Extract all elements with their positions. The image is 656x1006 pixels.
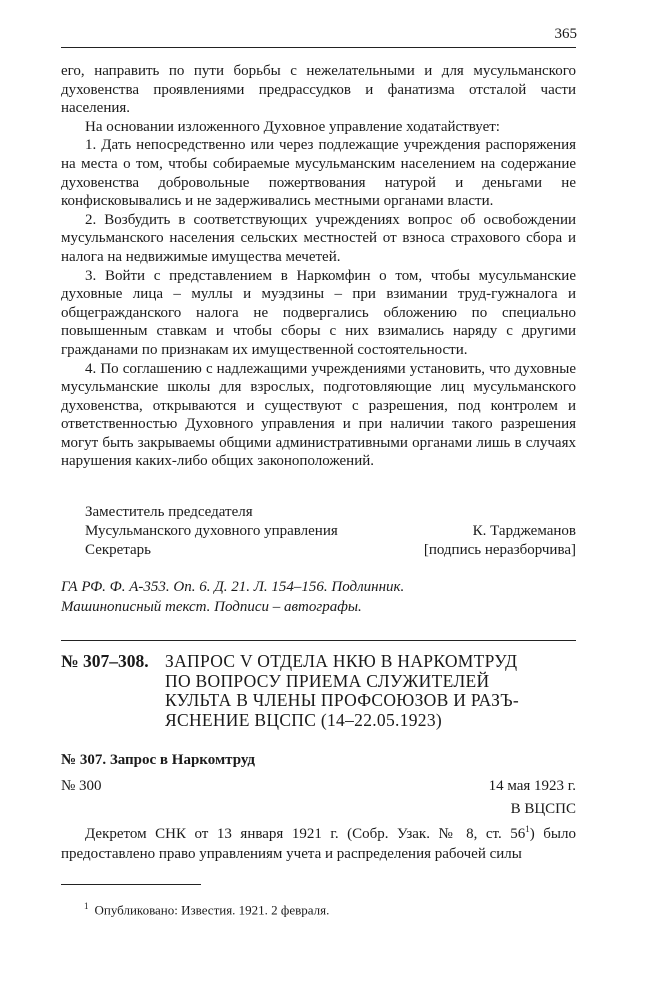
decree-text-start: Декретом СНК от 13 января 1921 г. (Собр. Узак. № 8, ст. 56 — [85, 826, 526, 842]
signature-row-chairman — [85, 522, 576, 541]
signature-block — [85, 503, 576, 560]
footnote-text: Опубликовано: Известия. 1921. 2 февраля. — [94, 902, 330, 918]
document-number-range: № 307–308. — [61, 651, 149, 671]
archival-source-line-1: ГА РФ. Ф. А-353. Оп. 6. Д. 21. Л. 154–156. Подлинник. — [61, 579, 405, 595]
paragraph-item-4: 4. По соглашению с надлежащими учреждениями установить, что духовные мусульманские школы для взрослых, подготовляющие лиц мусульманского духовенства, открываются и существуют с разрешения, под контролем и ответственностью Духовного управления и при наличии такого разрешения могут быть закрываемы общими административными органами лишь в случаях нарушения каких-либо общих законоположений. — [61, 360, 576, 470]
section-rule — [61, 640, 576, 641]
document-title-line: ЗАПРОС V ОТДЕЛА НКЮ В НАРКОМТРУД — [165, 651, 518, 671]
document-title-line: ЯСНЕНИЕ ВЦСПС (14–22.05.1923) — [165, 709, 443, 730]
footnote-rule — [61, 884, 201, 885]
footnote — [84, 901, 329, 918]
document-recipient: В ВЦСПС — [510, 801, 576, 817]
paragraph-continuation: его, направить по пути борьбы с нежелательными и для мусульманского духовенства проявлениями предрассудков и фанатизма отсталой части населения. — [61, 63, 576, 117]
document-date: 14 мая 1923 г. — [488, 778, 576, 794]
signature-row-secretary — [85, 541, 576, 560]
document-title — [165, 652, 585, 730]
archival-source — [61, 577, 576, 617]
signature-secretary-label: Секретарь — [85, 542, 152, 558]
outgoing-number: № 300 — [61, 778, 102, 794]
paragraph-item-3: 3. Войти с представлением в Наркомфин о том, чтобы мусульманские духовные лица – муллы и муэдзины – при взимании труд-гужналога и общегражданского налога не подвергались обложению по специально повышенным ставкам и чтобы сборы с них взимались наряду с другими гражданами по признакам их имущественной состоятельности. — [61, 267, 576, 358]
footnote-reference: 1 — [525, 824, 530, 834]
signature-organization: Мусульманского духовного управления — [85, 523, 338, 539]
body-text — [61, 62, 576, 471]
signature-name: К. Тарджеманов — [472, 523, 576, 539]
document-title-line: ПО ВОПРОСУ ПРИЕМА СЛУЖИТЕЛЕЙ — [165, 670, 490, 691]
paragraph-petition-intro: На основании изложенного Духовное управление ходатайствует: — [85, 118, 500, 135]
paragraph-item-2: 2. Возбудить в соответствующих учреждениях вопрос об освобождении мусульманского населения сельских местностей от взноса страхового сбора и налога на недвижимые имущества мечетей. — [61, 211, 576, 265]
decree-paragraph — [61, 824, 576, 864]
header-rule — [61, 47, 576, 48]
decree-text — [61, 824, 576, 864]
signature-position-line: Заместитель председателя — [85, 504, 253, 520]
signature-secretary-note: [подпись неразборчива] — [423, 542, 576, 558]
document-title-line: КУЛЬТА В ЧЛЕНЫ ПРОФСОЮЗОВ И РАЗЪ- — [165, 690, 519, 710]
sub-document-heading: № 307. Запрос в Наркомтруд — [61, 752, 256, 768]
page-number: 365 — [554, 26, 577, 42]
decree-text-end: ) было предоставлено право управлениям учета и распределения рабочей силы — [61, 826, 576, 862]
footnote-marker: 1 — [84, 901, 89, 911]
paragraph-item-1: 1. Дать непосредственно или через подлежащие учреждения распоряжения на места о том, чтобы собираемые мусульманским населением на содержание духовенства добровольные пожертвования натурой и деньгами не конфисковывались и не задерживались местными органами власти. — [61, 137, 576, 210]
archival-source-line-2: Машинописный текст. Подписи – автографы. — [61, 599, 362, 615]
